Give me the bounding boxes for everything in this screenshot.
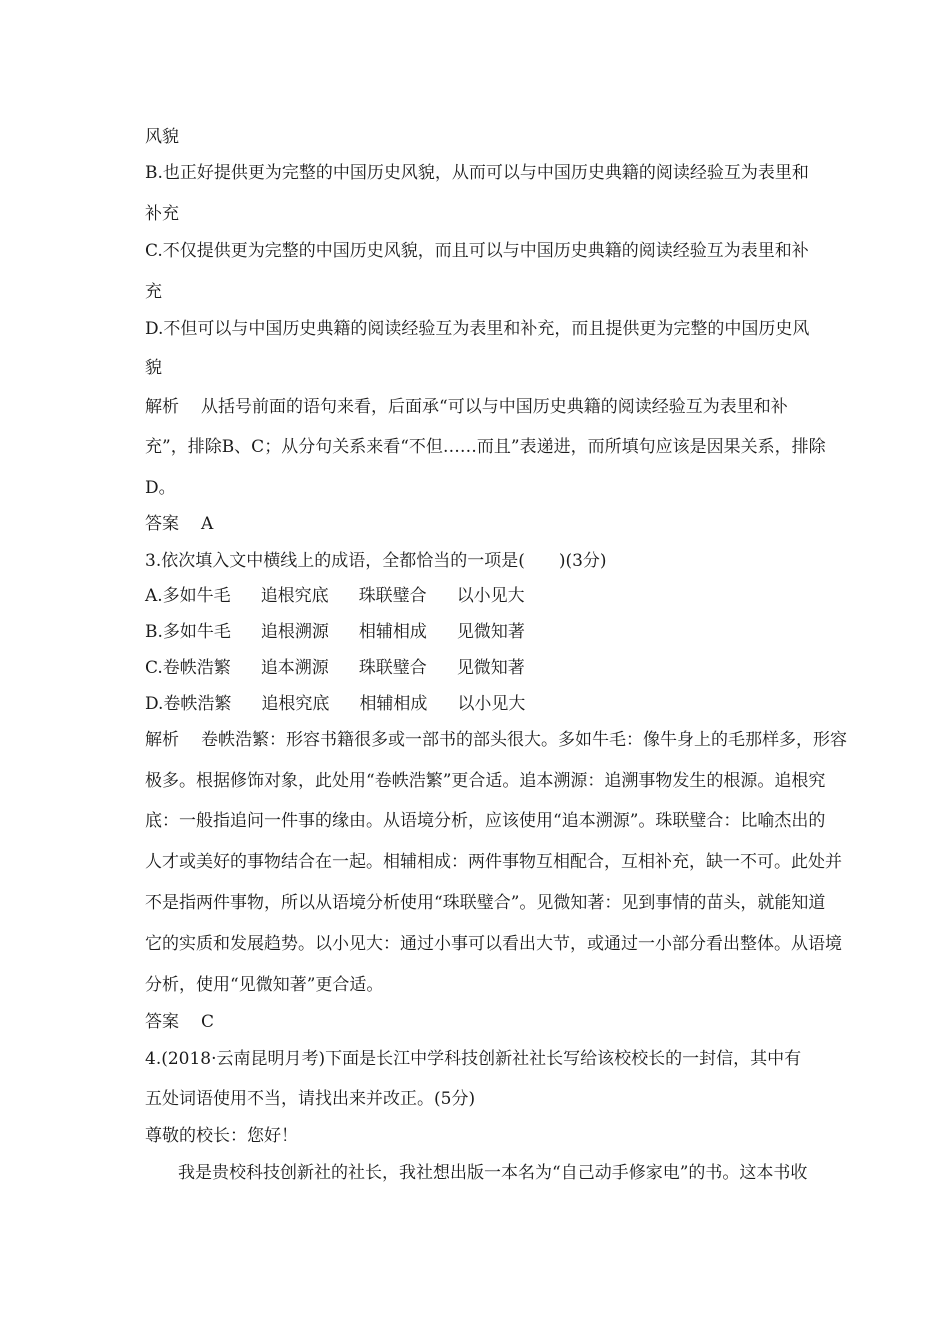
analysis-2-line1 <box>145 396 788 418</box>
option-b-line2: 补充 <box>145 204 179 224</box>
option-d-line2: 貌 <box>145 358 162 378</box>
analysis-3-line5: 不是指两件事物，所以从语境分析使用“珠联璧合”。见微知著：见到事情的苗头，就能知道 <box>145 893 826 913</box>
option-cell: 相辅相成 <box>359 694 428 714</box>
analysis-label: 解析 <box>145 397 179 417</box>
analysis-label: 解析 <box>145 730 179 750</box>
analysis-text: 卷帙浩繁：形容书籍很多或一部书的部头很大。多如牛毛：像牛身上的毛那样多，形容 <box>201 730 847 750</box>
option-cell: 追根究底 <box>261 694 330 714</box>
answer-3 <box>145 1011 214 1033</box>
option-a-continuation: 风貌 <box>145 127 179 147</box>
option-cell: 追根溯源 <box>260 622 329 642</box>
question-3-option-a <box>145 585 555 607</box>
analysis-3-line1 <box>145 729 847 751</box>
option-cell: D.卷帙浩繁 <box>145 694 232 714</box>
answer-value: A <box>201 514 214 534</box>
question-3-option-d <box>145 693 555 715</box>
analysis-text: 从括号前面的语句来看，后面承“可以与中国历史典籍的阅读经验互为表里和补 <box>201 397 788 417</box>
option-cell: 以小见大 <box>457 694 526 714</box>
option-cell: 见微知著 <box>456 658 525 678</box>
analysis-3-line2: 极多。根据修饰对象，此处用“卷帙浩繁”更合适。追本溯源：追溯事物发生的根源。追根究 <box>145 771 826 791</box>
option-cell: 追根究底 <box>260 586 329 606</box>
analysis-3-line4: 人才或美好的事物结合在一起。相辅相成：两件事物互相配合，互相补充，缺一不可。此处并 <box>145 852 842 872</box>
option-cell: C.卷帙浩繁 <box>145 658 231 678</box>
analysis-3-line6: 它的实质和发展趋势。以小见大：通过小事可以看出大节，或通过一小部分看出整体。从语境 <box>145 934 842 954</box>
option-cell: 以小见大 <box>456 586 525 606</box>
option-d-line1: D.不但可以与中国历史典籍的阅读经验互为表里和补充，而且提供更为完整的中国历史风 <box>145 319 810 339</box>
question-3-option-b <box>145 621 555 643</box>
question-3: 3.依次填入文中横线上的成语，全都恰当的一项是( )(3分) <box>145 551 607 571</box>
option-cell: A.多如牛毛 <box>145 586 231 606</box>
option-b-line1: B.也正好提供更为完整的中国历史风貌，从而可以与中国历史典籍的阅读经验互为表里和 <box>145 163 809 183</box>
answer-2 <box>145 513 213 535</box>
option-c-line2: 充 <box>145 282 162 302</box>
question-4-line2: 五处词语使用不当，请找出来并改正。(5分) <box>145 1089 476 1109</box>
analysis-3-line7: 分析，使用“见微知著”更合适。 <box>145 975 384 995</box>
question-4-line1: 4.(2018·云南昆明月考)下面是长江中学科技创新社社长写给该校校长的一封信，其中有 <box>145 1049 802 1069</box>
analysis-2-line2: 充”，排除B、C；从分句关系来看“不但……而且”表递进，而所填句应该是因果关系，排除 <box>145 437 826 457</box>
option-cell: 相辅相成 <box>358 622 427 642</box>
answer-value: C <box>201 1012 215 1032</box>
answer-label: 答案 <box>145 514 179 534</box>
option-c-line1: C.不仅提供更为完整的中国历史风貌，而且可以与中国历史典籍的阅读经验互为表里和补 <box>145 241 809 261</box>
option-cell: B.多如牛毛 <box>145 622 231 642</box>
question-3-option-c <box>145 657 555 679</box>
letter-body-line1: 我是贵校科技创新社的社长，我社想出版一本名为“自己动手修家电”的书。这本书收 <box>178 1163 808 1183</box>
option-cell: 珠联璧合 <box>358 658 427 678</box>
option-cell: 珠联璧合 <box>358 586 427 606</box>
letter-salutation: 尊敬的校长：您好！ <box>145 1126 298 1146</box>
option-cell: 追本溯源 <box>260 658 329 678</box>
analysis-2-line3: D。 <box>145 478 176 498</box>
analysis-3-line3: 底：一般指追问一件事的缘由。从语境分析，应该使用“追本溯源”。珠联璧合：比喻杰出的 <box>145 811 826 831</box>
option-cell: 见微知著 <box>456 622 525 642</box>
answer-label: 答案 <box>145 1012 179 1032</box>
